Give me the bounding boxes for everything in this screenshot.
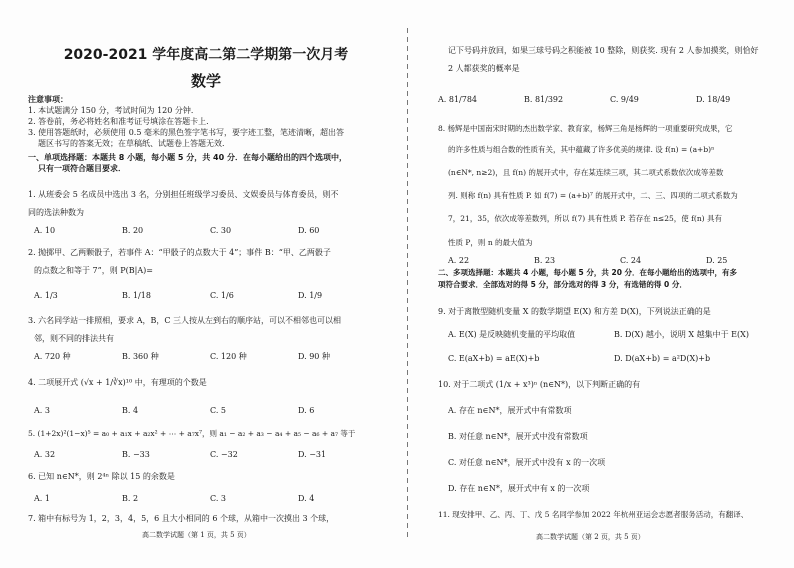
option: C. E(aX+b) = aE(X)+b <box>448 354 540 363</box>
question-text: 的点数之和等于 7”，则 P(B|A)= <box>34 266 153 275</box>
option: B. 20 <box>122 226 144 235</box>
section-heading: 一、单项选择题：本题共 8 小题，每小题 5 分，共 40 分．在每小题给出的四个选项中， <box>28 153 347 162</box>
question-text: 记下号码并放回，如果三球号码之积能被 10 整除，则获奖. 现有 2 人参加摸奖，则恰好 <box>448 46 759 55</box>
option: B. 81/392 <box>524 95 564 104</box>
option: D. 18/49 <box>696 95 731 104</box>
question-text: 同的选法种数为 <box>28 208 84 217</box>
option-row <box>34 406 386 416</box>
option: D. 25 <box>706 256 728 265</box>
option: B. 1/18 <box>122 291 151 300</box>
page-divider <box>407 28 408 538</box>
page-footer: 高二数学试题（第 2 页，共 5 页） <box>536 533 645 541</box>
option: D. D(aX+b) = a²D(X)+b <box>614 354 711 363</box>
option: B. 2 <box>122 494 139 503</box>
option: B. D(X) 越小，说明 X 越集中于 E(X) <box>614 330 749 339</box>
question-text: 3. 六名同学站一排照相，要求 A，B，C 三人按从左到右的顺序站，可以不相邻也可以相 <box>28 316 342 325</box>
exam-subject: 数学 <box>190 72 221 90</box>
note-line: 2. 答卷前，务必将姓名和准考证号填涂在答题卡上． <box>28 117 215 126</box>
option-row <box>34 226 386 236</box>
option: C. 30 <box>210 226 232 235</box>
option: A. E(X) 是反映随机变量的平均取值 <box>448 330 576 339</box>
notes-heading: 注意事项： <box>28 95 68 104</box>
question-text: 1. 从班委会 5 名成员中选出 3 名，分别担任班级学习委员、文娱委员与体育委员，则不 <box>28 190 339 199</box>
option: B. 360 种 <box>122 352 159 361</box>
question-text: 6. 已知 n∈N*，则 2⁴ⁿ 除以 15 的余数是 <box>28 472 175 481</box>
option-row <box>34 352 386 362</box>
section-heading: 项符合要求．全部选对的得 5 分，部分选对的得 3 分，有选错的得 0 分． <box>438 280 687 289</box>
option: A. 1/3 <box>34 291 58 300</box>
option-row <box>438 95 782 105</box>
option: D. 存在 n∈N*，展开式中有 x 的一次项 <box>448 484 590 493</box>
question-text: 5. (1+2x)²(1−x)⁵ = a₀ + a₁x + a₂x² + ⋯ + a₇x⁷，则 a₁ − a₂ + a₃ − a₄ + a₅ − a₆ + a₇ 等于 <box>28 429 356 438</box>
question-text: 11. 现安排甲、乙、丙、丁、戊 5 名同学参加 2022 年杭州亚运会志愿者服务活动，有翻译、 <box>438 510 749 519</box>
option: D. 6 <box>298 406 315 415</box>
question-text: 的许多性质与组合数的性质有关，其中蕴藏了许多优美的规律. 设 f(n) = (a+b)ⁿ <box>448 145 715 154</box>
option: C. 1/6 <box>210 291 234 300</box>
option: A. 22 <box>448 256 470 265</box>
question-text: 9. 对于离散型随机变量 X 的数学期望 E(X) 和方差 D(X)，下列说法正确的是 <box>438 307 711 316</box>
option: B. 4 <box>122 406 139 415</box>
option-row <box>34 291 386 301</box>
question-text: 性质 P，则 n 的最大值为 <box>448 238 533 247</box>
question-text: 10. 对于二项式 (1/x + x³)ⁿ (n∈N*)，以下判断正确的有 <box>438 380 641 389</box>
question-text: 邻，则不同的排法共有 <box>34 334 114 343</box>
option: A. 1 <box>34 494 50 503</box>
option: D. 60 <box>298 226 320 235</box>
question-text: 7，21，35，依次成等差数列，所以 f(7) 具有性质 P. 若存在 n≤25，使 f(n) 具有 <box>448 214 722 223</box>
option: B. 23 <box>534 256 556 265</box>
option-row <box>34 494 386 504</box>
option: A. 32 <box>34 450 56 459</box>
option-row <box>34 450 386 460</box>
page-footer: 高二数学试题（第 1 页，共 5 页） <box>142 531 251 539</box>
question-text: 2 人都获奖的概率是 <box>448 64 520 73</box>
note-line: 1. 本试题满分 150 分，考试时间为 120 分钟． <box>28 106 199 115</box>
option-row <box>448 256 792 266</box>
question-text: 4. 二项展开式 (√x + 1/∛x)¹⁰ 中，有理项的个数是 <box>28 378 207 387</box>
option: D. −31 <box>298 450 327 459</box>
exam-title: 2020-2021 学年度高二第二学期第一次月考 <box>63 47 349 63</box>
option: C. 24 <box>620 256 642 265</box>
note-line: 题区书写的答案无效；在草稿纸、试题卷上答题无效． <box>38 139 230 148</box>
question-text: 8. 杨辉是中国南宋时期的杰出数学家、教育家，杨辉三角是杨辉的一项重要研究成果，它 <box>438 124 733 133</box>
option: A. 10 <box>34 226 56 235</box>
option: B. −33 <box>122 450 150 459</box>
option: C. −32 <box>210 450 238 459</box>
question-text: 2. 抛掷甲、乙两颗骰子，若事件 A：“甲骰子的点数大于 4”；事件 B：“甲、乙两骰子 <box>28 248 331 257</box>
section-heading: 二、多项选择题：本题共 4 小题，每小题 5 分，共 20 分．在每小题给出的选项中，有多 <box>438 268 738 277</box>
note-line: 3. 使用答题纸时，必须使用 0.5 毫米的黑色签字笔书写，要字迹工整，笔迹清晰，超出答 <box>28 128 344 137</box>
question-text: (n∈N*, n≥2)，且 f(n) 的展开式中，存在某连续三项，其二项式系数依次成等差数 <box>448 168 724 177</box>
option: B. 对任意 n∈N*，展开式中没有常数项 <box>448 432 588 441</box>
section-heading: 只有一项符合题目要求． <box>38 164 126 173</box>
option: C. 5 <box>210 406 227 415</box>
option: A. 720 种 <box>34 352 71 361</box>
option: C. 对任意 n∈N*，展开式中没有 x 的一次项 <box>448 458 606 467</box>
option: A. 81/784 <box>438 95 478 104</box>
question-text: 7. 箱中有标号为 1，2，3，4，5，6 且大小相同的 6 个球，从箱中一次摸出 3 个球， <box>28 514 335 523</box>
question-text: 列. 则称 f(n) 具有性质 P. 如 f(7) = (a+b)⁷ 的展开式中，二、三、四项的二项式系数为 <box>448 191 738 200</box>
option: C. 3 <box>210 494 227 503</box>
option: D. 4 <box>298 494 315 503</box>
option: C. 9/49 <box>610 95 639 104</box>
option: C. 120 种 <box>210 352 247 361</box>
option: A. 存在 n∈N*，展开式中有常数项 <box>448 406 572 415</box>
option: A. 3 <box>34 406 50 415</box>
option: D. 90 种 <box>298 352 330 361</box>
option: D. 1/9 <box>298 291 323 300</box>
